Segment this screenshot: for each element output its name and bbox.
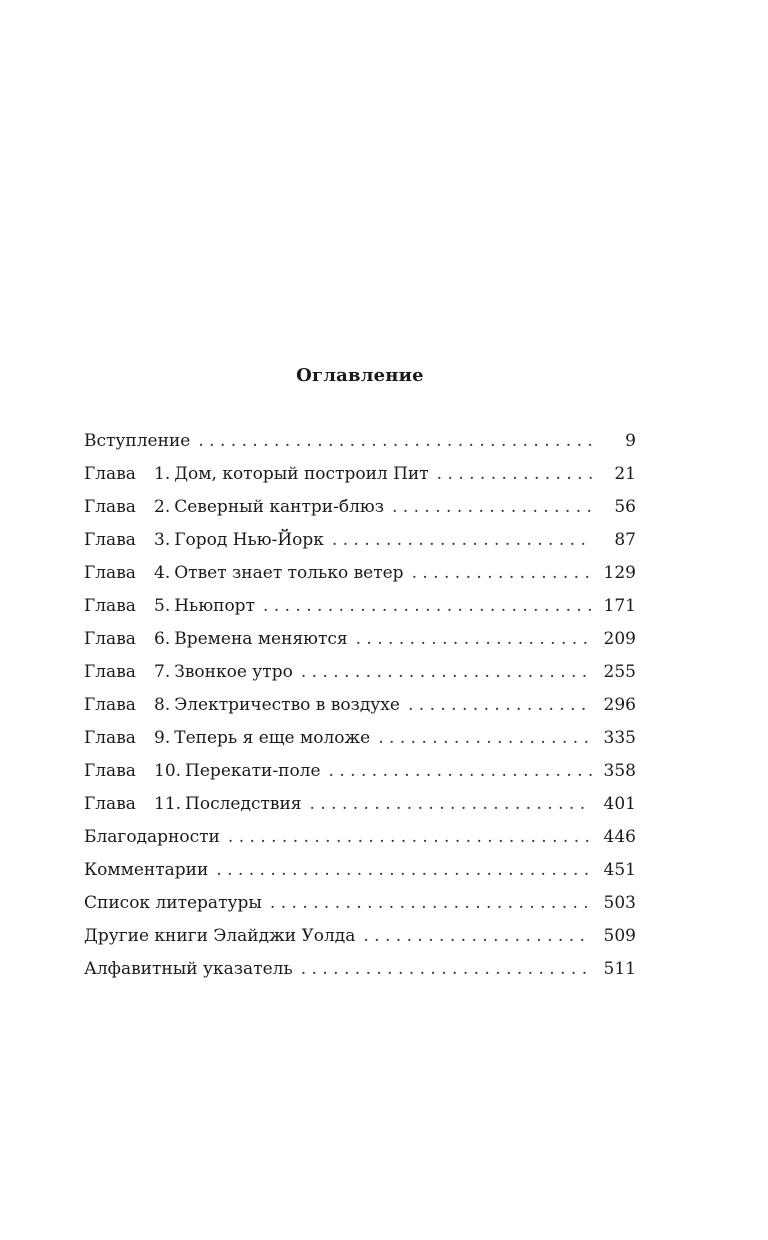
toc-entry-label: Теперь я еще моложе (174, 728, 371, 748)
toc-entry-page-number: 446 (603, 827, 636, 847)
toc-entry-page-number: 503 (603, 893, 636, 913)
toc-entry-label: Последствия (185, 794, 302, 814)
toc-entry (84, 821, 636, 854)
toc-entry-label: Комментарии (84, 860, 209, 880)
toc-entry-number: 2. (154, 497, 171, 517)
toc-entry-prefix: Глава (84, 563, 136, 583)
toc-entry-label: Город Нью-Йорк (174, 530, 324, 550)
toc-entry-label: Ньюпорт (174, 596, 255, 616)
toc-entry-number: 6. (154, 629, 171, 649)
toc-entry-page-number: 451 (603, 860, 636, 880)
toc-entry (84, 953, 636, 986)
toc-entry (84, 524, 636, 557)
toc-entry-page-number: 171 (603, 596, 636, 616)
toc-entry (84, 491, 636, 524)
dot-leader (363, 920, 592, 953)
toc-entry-label: Алфавитный указатель (84, 959, 293, 979)
toc-entry-label: Звонкое утро (174, 662, 293, 682)
toc-entry-page-number: 56 (614, 497, 636, 517)
toc-entry-prefix: Глава (84, 794, 136, 814)
dot-leader (329, 755, 592, 788)
toc-entry-prefix: Глава (84, 728, 136, 748)
toc-entry-page-number: 9 (625, 431, 636, 451)
dot-leader (263, 590, 592, 623)
toc-entry-page-number: 129 (603, 563, 636, 583)
toc-entry-prefix: Глава (84, 629, 136, 649)
toc-entry (84, 854, 636, 887)
toc-entry-number: 3. (154, 530, 171, 550)
dot-leader (270, 887, 592, 920)
dot-leader (228, 821, 592, 854)
toc-entry (84, 920, 636, 953)
toc-entry-label: Электричество в воздухе (174, 695, 400, 715)
toc-entry-number: 5. (154, 596, 171, 616)
dot-leader (392, 491, 592, 524)
toc-entry (84, 557, 636, 590)
toc-entry (84, 722, 636, 755)
toc-entry (84, 887, 636, 920)
toc-list (84, 425, 636, 986)
dot-leader (198, 425, 592, 458)
toc-entry-prefix: Глава (84, 596, 136, 616)
toc-entry-page-number: 358 (603, 761, 636, 781)
toc-entry-label: Северный кантри-блюз (174, 497, 384, 517)
toc-entry (84, 623, 636, 656)
toc-entry-prefix: Глава (84, 530, 136, 550)
toc-entry-number: 1. (154, 464, 171, 484)
toc-entry (84, 590, 636, 623)
toc-entry-prefix: Глава (84, 761, 136, 781)
toc-entry-label: Дом, который построил Пит (174, 464, 429, 484)
toc-entry-prefix: Глава (84, 497, 136, 517)
toc-entry (84, 656, 636, 689)
dot-leader (408, 689, 592, 722)
dot-leader (356, 623, 592, 656)
toc-entry-number: 4. (154, 563, 171, 583)
toc-entry-prefix: Глава (84, 662, 136, 682)
dot-leader (301, 656, 592, 689)
dot-leader (378, 722, 592, 755)
toc-entry-label: Благодарности (84, 827, 220, 847)
toc-title: Оглавление (296, 365, 424, 386)
toc-entry-number: 9. (154, 728, 171, 748)
toc-entry-number: 8. (154, 695, 171, 715)
toc-entry-page-number: 335 (603, 728, 636, 748)
dot-leader (216, 854, 592, 887)
toc-entry-page-number: 401 (603, 794, 636, 814)
dot-leader (412, 557, 592, 590)
toc-entry-page-number: 511 (603, 959, 636, 979)
toc-entry-label: Вступление (84, 431, 191, 451)
toc-entry-page-number: 509 (603, 926, 636, 946)
toc-entry-page-number: 209 (603, 629, 636, 649)
toc-entry-label: Список литературы (84, 893, 262, 913)
toc-entry-number: 7. (154, 662, 171, 682)
toc-entry-prefix: Глава (84, 464, 136, 484)
toc-entry-number: 10. (154, 761, 182, 781)
toc-entry (84, 689, 636, 722)
toc-entry-label: Времена меняются (174, 629, 348, 649)
toc-entry (84, 788, 636, 821)
toc-entry-page-number: 296 (603, 695, 636, 715)
toc-entry-label: Другие книги Элайджи Уолда (84, 926, 356, 946)
toc-entry-page-number: 255 (603, 662, 636, 682)
toc-entry (84, 755, 636, 788)
dot-leader (332, 524, 592, 557)
dot-leader (310, 788, 592, 821)
dot-leader (437, 458, 592, 491)
toc-entry-prefix: Глава (84, 695, 136, 715)
toc-entry-label: Ответ знает только ветер (174, 563, 404, 583)
toc-entry-page-number: 87 (614, 530, 636, 550)
toc-entry-page-number: 21 (614, 464, 636, 484)
toc-entry-label: Перекати-поле (185, 761, 321, 781)
dot-leader (301, 953, 592, 986)
toc-entry-number: 11. (154, 794, 182, 814)
toc-entry (84, 425, 636, 458)
toc-entry (84, 458, 636, 491)
